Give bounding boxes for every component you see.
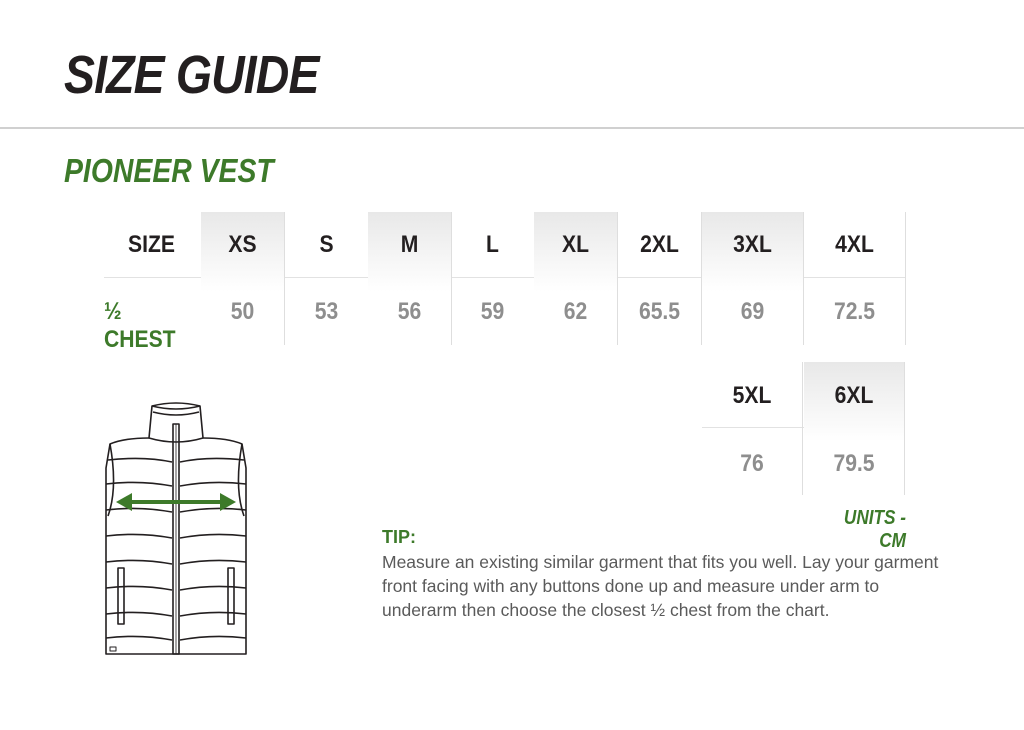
chest-value: 62 — [563, 298, 588, 325]
chest-value: 69 — [740, 298, 765, 325]
size-label: 3XL — [733, 231, 772, 258]
page-title: SIZE GUIDE — [64, 45, 319, 105]
chest-value: 65.5 — [638, 298, 681, 325]
tip-text: Measure an existing similar garment that fits you well. Lay your garment front facing with any buttons done up and measure under arm to underarm then choose the closest ½ chest from the chart. — [382, 552, 939, 620]
size-column-3xl — [702, 212, 804, 345]
size-column-2xl — [618, 212, 702, 345]
size-column-s — [285, 212, 369, 345]
vest-icon — [100, 398, 260, 660]
size-label: 4XL — [835, 231, 874, 258]
size-column-xs — [201, 212, 285, 345]
size-label: 2XL — [640, 231, 679, 258]
size-label: M — [400, 231, 419, 258]
size-label: S — [319, 231, 334, 258]
size-column-5xl — [702, 362, 803, 495]
tip-label: TIP: — [382, 527, 416, 547]
product-name: PIONEER VEST — [64, 152, 274, 189]
header-divider — [0, 127, 1024, 129]
size-label: XS — [228, 231, 257, 258]
size-column-m — [368, 212, 452, 345]
chest-value: 76 — [740, 450, 764, 477]
size-column-l — [451, 212, 535, 345]
row-label-chest: ½ CHEST — [104, 298, 176, 353]
size-label: 6XL — [834, 382, 874, 409]
chest-value: 59 — [480, 298, 505, 325]
chest-value: 50 — [230, 298, 255, 325]
row-label-size: SIZE — [128, 231, 175, 258]
size-label: L — [486, 231, 499, 258]
size-column-xl — [534, 212, 618, 345]
size-label: XL — [561, 231, 589, 258]
chest-value: 72.5 — [833, 298, 876, 325]
chest-value: 56 — [397, 298, 422, 325]
chest-value: 79.5 — [833, 450, 875, 477]
units-label: UNITS - CM — [843, 507, 906, 552]
size-label: 5XL — [732, 382, 772, 409]
size-column-4xl — [804, 212, 906, 345]
size-column-6xl — [804, 362, 905, 495]
chest-value: 53 — [314, 298, 339, 325]
